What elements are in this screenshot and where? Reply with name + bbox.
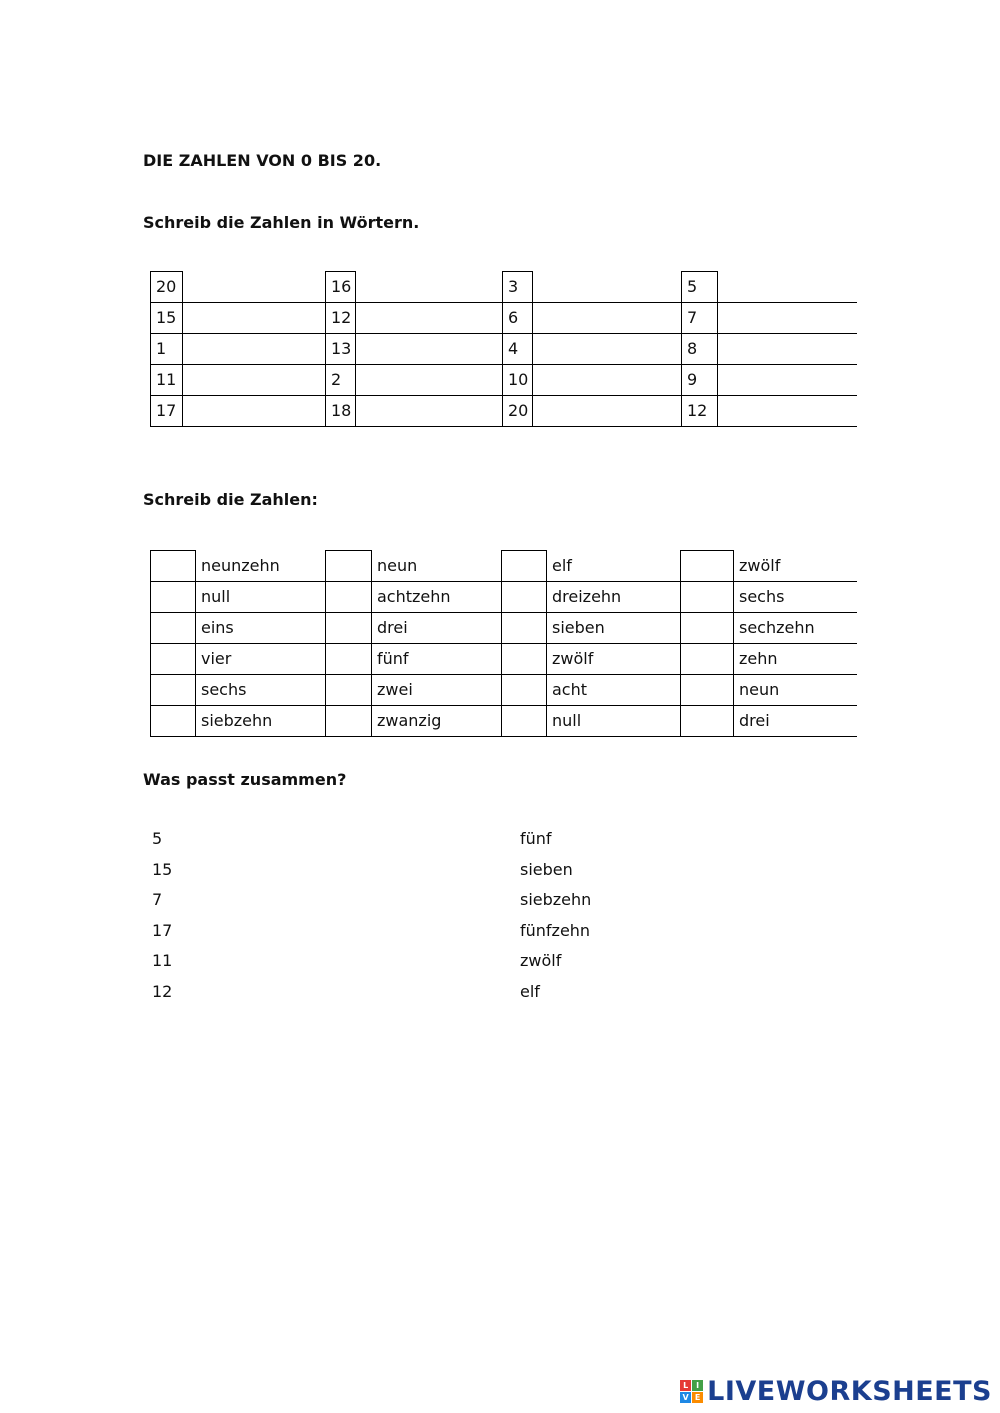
liveworksheets-logo (680, 1376, 992, 1407)
answer-box[interactable] (681, 551, 734, 582)
match-word[interactable]: siebzehn (520, 890, 592, 910)
answer-field[interactable] (183, 396, 326, 427)
number-word: siebzehn (196, 706, 326, 737)
number-cell: 13 (326, 334, 356, 365)
number-cell: 15 (151, 303, 183, 334)
answer-box[interactable] (326, 706, 372, 737)
match-word[interactable]: fünf (520, 829, 552, 848)
number-word: sechzehn (734, 613, 857, 644)
match-numbers-list (152, 824, 172, 1008)
table-row (151, 613, 857, 644)
answer-box[interactable] (151, 644, 196, 675)
logo-mark-icon (680, 1380, 703, 1403)
number-cell: 1 (151, 334, 183, 365)
match-number[interactable]: 5 (152, 829, 163, 848)
answer-field[interactable] (183, 303, 326, 334)
answer-box[interactable] (681, 675, 734, 706)
answer-field[interactable] (718, 272, 857, 303)
answer-box[interactable] (681, 582, 734, 613)
match-word[interactable]: zwölf (520, 951, 562, 971)
number-word: zehn (734, 644, 857, 675)
number-cell: 10 (503, 365, 533, 396)
table-row (151, 303, 857, 334)
number-cell: 9 (682, 365, 718, 396)
answer-box[interactable] (502, 706, 547, 737)
answer-box[interactable] (151, 675, 196, 706)
answer-box[interactable] (502, 551, 547, 582)
words-to-numbers-table (150, 550, 857, 737)
table-row (151, 272, 857, 303)
number-cell: 6 (503, 303, 533, 334)
match-number[interactable]: 7 (152, 890, 163, 910)
answer-box[interactable] (502, 582, 547, 613)
answer-box[interactable] (326, 551, 372, 582)
answer-field[interactable] (356, 396, 503, 427)
section3-heading: Was passt zusammen? (143, 770, 347, 789)
answer-field[interactable] (718, 396, 857, 427)
number-cell: 12 (326, 303, 356, 334)
match-number[interactable]: 11 (152, 951, 173, 971)
answer-field[interactable] (718, 334, 857, 365)
answer-field[interactable] (183, 272, 326, 303)
answer-field[interactable] (356, 272, 503, 303)
logo-letter: V (680, 1392, 691, 1403)
number-cell: 12 (682, 396, 718, 427)
number-cell: 3 (503, 272, 533, 303)
match-words-list (520, 824, 591, 1008)
table-row (151, 334, 857, 365)
answer-field[interactable] (183, 365, 326, 396)
table-row (151, 706, 857, 737)
table-row (151, 675, 857, 706)
number-cell: 16 (326, 272, 356, 303)
match-word[interactable]: sieben (520, 859, 573, 879)
logo-letter: L (680, 1380, 691, 1391)
number-word: zwanzig (372, 706, 502, 737)
answer-box[interactable] (151, 582, 196, 613)
number-word: sieben (547, 613, 681, 644)
section1-heading: Schreib die Zahlen in Wörtern. (143, 213, 420, 232)
answer-field[interactable] (533, 396, 682, 427)
number-cell: 7 (682, 303, 718, 334)
answer-box[interactable] (681, 613, 734, 644)
number-word: drei (734, 706, 857, 737)
answer-box[interactable] (151, 613, 196, 644)
answer-field[interactable] (183, 334, 326, 365)
number-cell: 11 (151, 365, 183, 396)
answer-box[interactable] (326, 582, 372, 613)
answer-field[interactable] (533, 334, 682, 365)
answer-box[interactable] (326, 675, 372, 706)
number-cell: 18 (326, 396, 356, 427)
match-number[interactable]: 15 (152, 859, 173, 879)
answer-box[interactable] (502, 644, 547, 675)
match-word[interactable]: elf (520, 981, 540, 1001)
section2-heading: Schreib die Zahlen: (143, 490, 318, 509)
answer-field[interactable] (356, 365, 503, 396)
answer-field[interactable] (533, 272, 682, 303)
table-row (151, 396, 857, 427)
match-number[interactable]: 12 (152, 981, 173, 1001)
number-cell: 20 (503, 396, 533, 427)
number-word: neun (372, 551, 502, 582)
table-row (151, 582, 857, 613)
answer-field[interactable] (718, 365, 857, 396)
number-word: eins (196, 613, 326, 644)
answer-field[interactable] (533, 303, 682, 334)
number-word: vier (196, 644, 326, 675)
number-word: zwölf (547, 644, 681, 675)
answer-field[interactable] (718, 303, 857, 334)
answer-box[interactable] (326, 644, 372, 675)
number-cell: 4 (503, 334, 533, 365)
answer-box[interactable] (151, 706, 196, 737)
answer-field[interactable] (356, 303, 503, 334)
number-word: acht (547, 675, 681, 706)
answer-box[interactable] (326, 613, 372, 644)
number-word: elf (547, 551, 681, 582)
number-word: null (547, 706, 681, 737)
page-title: DIE ZAHLEN VON 0 BIS 20. (143, 151, 382, 170)
number-cell: 8 (682, 334, 718, 365)
logo-text: LIVEWORKSHEETS (707, 1376, 992, 1407)
number-word: zwölf (734, 551, 857, 582)
number-word: fünf (372, 644, 502, 675)
answer-field[interactable] (356, 334, 503, 365)
number-word: sechs (196, 675, 326, 706)
number-word: neun (734, 675, 857, 706)
table-row (151, 644, 857, 675)
number-cell: 5 (682, 272, 718, 303)
answer-box[interactable] (681, 644, 734, 675)
number-cell: 2 (326, 365, 356, 396)
answer-box[interactable] (151, 551, 196, 582)
answer-box[interactable] (502, 613, 547, 644)
logo-letter: I (692, 1380, 703, 1391)
table-row (151, 551, 857, 582)
logo-letter: E (692, 1392, 703, 1403)
answer-field[interactable] (533, 365, 682, 396)
match-number[interactable]: 17 (152, 920, 173, 940)
answer-box[interactable] (502, 675, 547, 706)
number-cell: 20 (151, 272, 183, 303)
answer-box[interactable] (681, 706, 734, 737)
number-word: zwei (372, 675, 502, 706)
number-word: sechs (734, 582, 857, 613)
number-cell: 17 (151, 396, 183, 427)
number-word: drei (372, 613, 502, 644)
number-word: neunzehn (196, 551, 326, 582)
number-word: achtzehn (372, 582, 502, 613)
match-word[interactable]: fünfzehn (520, 920, 591, 940)
number-word: null (196, 582, 326, 613)
numbers-to-words-table (150, 271, 857, 427)
table-row (151, 365, 857, 396)
number-word: dreizehn (547, 582, 681, 613)
